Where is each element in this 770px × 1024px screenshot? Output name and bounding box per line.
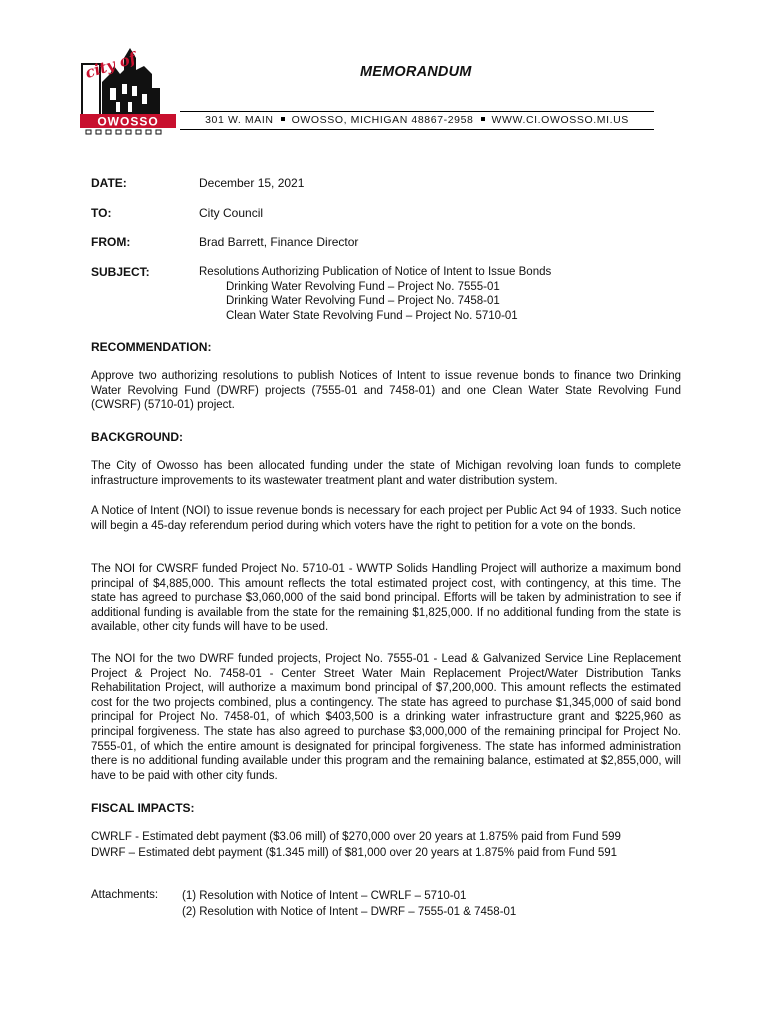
background-paragraph: A Notice of Intent (NOI) to issue revenue bonds is necessary for each project per Public Act 94 of 1933. Such notice will begin a 45-day referendum period during which voters have the right to petition for a vote on the bonds. [91,505,681,532]
memo-title: MEMORANDUM [360,64,472,80]
address-street: 301 W. MAIN [205,114,274,126]
subject-line: Drinking Water Revolving Fund – Project No. 7555-01 [226,280,500,293]
subject-line: Clean Water State Revolving Fund – Project No. 5710-01 [226,309,518,322]
fiscal-line: DWRF – Estimated debt payment ($1.345 mill) of $81,000 over 20 years at 1.875% paid from Fund 591 [91,846,618,859]
date-label: DATE: [91,176,127,190]
recommendation-heading: RECOMMENDATION: [91,340,212,354]
background-paragraph: The NOI for CWSRF funded Project No. 5710-01 - WWTP Solids Handling Project will authorize a maximum bond principal of $4,885,000. This amount reflects the total estimated project cost, with contingency, at this time. The state has agreed to purchase $3,060,000 of the said bond principal. Efforts will be taken by administration to see if additional funding is available from the state for the remaining $1,825,000. If no additional funding from the state is available, other city funds will have to be used. [91,563,681,634]
attachments-label: Attachments: [91,889,159,901]
address-city: OWOSSO, MICHIGAN 48867-2958 [291,114,474,126]
city-of-owosso-logo [80,44,176,136]
header-rule-bottom [180,129,654,130]
attachments-list [182,889,516,920]
to-label: TO: [91,206,112,220]
subject-line: Resolutions Authorizing Publication of Notice of Intent to Issue Bonds [199,266,552,278]
date-value: December 15, 2021 [199,176,305,190]
subject-label: SUBJECT: [91,265,150,279]
address-line [180,114,654,126]
background-paragraph: The City of Owosso has been allocated funding under the state of Michigan revolving loan funds to complete infrastructure improvements to its wastewater treatment plant and water distribution system. [91,460,681,487]
from-value: Brad Barrett, Finance Director [199,235,359,249]
header-rule-top [180,111,654,112]
fiscal-heading: FISCAL IMPACTS: [91,801,195,815]
background-paragraph: The NOI for the two DWRF funded projects, Project No. 7555-01 - Lead & Galvanized Service Line Replacement Project & Project No. 7458-01 - Center Street Water Main Replacement Project/Water Distribution Tanks Rehabilitation Project, will authorize a maximum bond principal of $7,200,000. This amount reflects the estimated cost for the two projects combined, plus a contingency. The state has agreed to purchase $1,345,000 of said bond principal for Project No. 7458-01, of which $403,500 is a drinking water infrastructure grant and $225,960 as principal forgiveness. The state has also agreed to purchase $3,000,000 of the remaining principal for Project No. 7555-01, of which the entire amount is designated for principal forgiveness. The state has informed administration there is no additional funding available under this program and the remaining balance, estimated at $2,855,000, will have to be paid with other city funds. [91,653,681,782]
bullet-separator [481,117,485,121]
to-value: City Council [199,206,264,220]
bullet-separator [281,117,285,121]
attachment-item: (2) Resolution with Notice of Intent – DWRF – 7555-01 & 7458-01 [182,905,517,918]
fiscal-line: CWRLF - Estimated debt payment ($3.06 mill) of $270,000 over 20 years at 1.875% paid from Fund 599 [91,831,621,843]
subject-value [199,265,551,323]
background-heading: BACKGROUND: [91,430,183,444]
subject-line: Drinking Water Revolving Fund – Project No. 7458-01 [226,295,500,308]
address-website: WWW.CI.OWOSSO.MI.US [491,114,629,126]
recommendation-text: Approve two authorizing resolutions to publish Notices of Intent to issue revenue bonds to finance two Drinking Water Revolving Fund (DWRF) projects (7555-01 and 7458-01) and one Clean Water State Revolving Fund (CWSRF) (5710-01) project. [91,370,681,412]
logo-owosso-text: OWOSSO [97,114,159,129]
from-label: FROM: [91,235,131,249]
fiscal-impacts-list [91,830,621,861]
logo-city-of-text: city of [82,48,139,83]
attachment-item: (1) Resolution with Notice of Intent – CWRLF – 5710-01 [182,890,467,902]
